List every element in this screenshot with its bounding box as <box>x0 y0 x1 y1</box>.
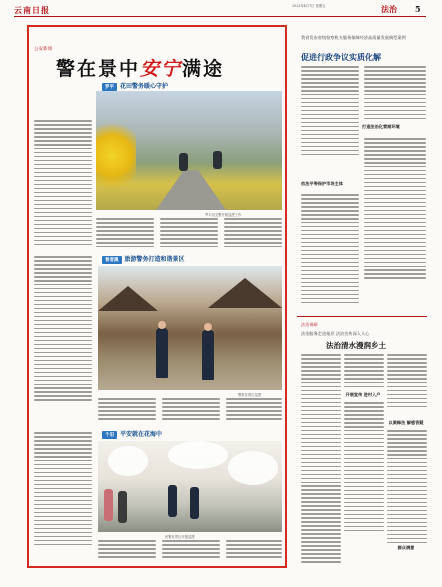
section-1-title: 花田警务暖心守护 <box>120 83 169 90</box>
feature-tag: 公安新闻 <box>34 47 52 52</box>
right-subhead-a: 打造法治化营商环境 <box>362 124 400 129</box>
right-bottom-col-2 <box>344 354 384 390</box>
motorcycle-officer <box>179 153 188 171</box>
section-2-text-col-3 <box>162 398 220 422</box>
section-2-badge: 普者黑 <box>102 256 122 264</box>
photo-1-caption: 罗平县交警开展巡逻工作 <box>205 213 242 217</box>
feature-headline <box>56 54 224 81</box>
right-subhead-b: 依法平等保护市场主体 <box>301 181 343 186</box>
photo-scenic-village-patrol <box>98 266 282 390</box>
right-headline: 促进行政争议实质化解 <box>301 52 381 62</box>
police-officer <box>202 330 214 380</box>
right-bottom-tag: 法治调研 <box>301 322 318 327</box>
masthead: 云南日报 <box>14 5 50 15</box>
section-2-text-col-2 <box>98 398 156 422</box>
section-3-text-col-4 <box>226 540 282 560</box>
flower-foreground <box>96 118 136 193</box>
right-bottom-col-3b <box>387 430 427 546</box>
section-1-text-col-3 <box>160 218 218 250</box>
police-officer <box>168 485 177 517</box>
right-text-col-2b <box>364 138 426 281</box>
motorcycle-officer <box>213 151 222 169</box>
right-bottom-subhead-2: 以案释法 解惑答疑 <box>388 420 424 425</box>
right-bottom-col-3 <box>387 354 427 410</box>
right-text-col-1b <box>301 194 359 306</box>
headline-prefix: 警在景中 <box>56 58 141 80</box>
road-shape <box>156 170 226 210</box>
right-bottom-subhead-3: 群众满意 <box>397 545 415 550</box>
section-1-text-col-1 <box>34 120 92 248</box>
section-3-text-col-1 <box>34 432 92 548</box>
section-2-text-col-4 <box>226 398 282 422</box>
section-3-heading <box>102 429 162 439</box>
right-bottom-kicker: 法治服务走进基层 法治宣传深入人心 <box>301 331 370 336</box>
right-bottom-subhead-1: 开展宣传 进村入户 <box>345 392 381 397</box>
headline-suffix: 满途 <box>182 58 225 80</box>
photo-3-caption: 民警在景区开展巡逻 <box>165 535 195 539</box>
section-3-text-col-3 <box>162 540 220 560</box>
right-bottom-headline: 法治清水漫润乡土 <box>326 341 386 350</box>
section-name: 法治 <box>381 4 397 14</box>
photo-2-caption: 警察在景区巡逻 <box>238 393 262 397</box>
police-officer <box>190 487 199 519</box>
section-1-text-col-2 <box>96 218 154 250</box>
section-1-text-col-4 <box>224 218 282 250</box>
right-kicker: 我省发布省级检察机关服务保障经济高质量发展典型案例 <box>301 35 406 40</box>
section-2-title: 旅游警务打造和谐景区 <box>124 256 185 263</box>
visitor <box>104 489 113 521</box>
header-rule <box>14 16 426 17</box>
headline-highlight: 安宁 <box>140 58 183 80</box>
page-number: 5 <box>415 4 421 14</box>
roof-shape <box>98 286 158 311</box>
visitor <box>118 491 127 523</box>
section-2-heading <box>102 254 185 264</box>
section-1-badge: 罗平 <box>102 83 117 91</box>
dateline: 2023年4月7日 星期五 <box>292 4 326 8</box>
police-officer <box>156 328 168 378</box>
section-1-heading <box>102 81 168 91</box>
section-3-text-col-2 <box>98 540 156 560</box>
right-text-col-2 <box>364 66 426 122</box>
right-bottom-col-1 <box>301 354 341 565</box>
roof-shape <box>208 278 282 308</box>
right-bottom-col-2b <box>344 402 384 533</box>
right-divider <box>297 316 427 317</box>
section-3-badge: 个旧 <box>102 431 117 439</box>
photo-blossom-patrol <box>98 441 282 532</box>
section-2-text-col-1 <box>34 256 92 403</box>
right-text-col-1 <box>301 66 359 158</box>
section-3-title: 平安就在花海中 <box>120 431 163 438</box>
